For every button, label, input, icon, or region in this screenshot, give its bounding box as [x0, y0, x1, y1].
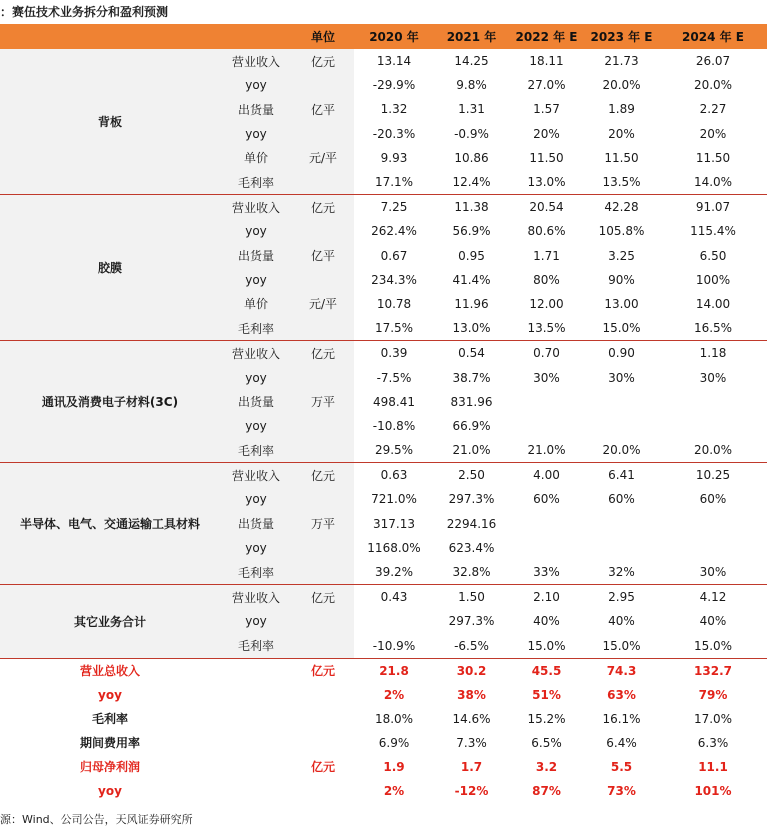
value-cell [509, 512, 584, 536]
value-cell: 2.10 [509, 585, 584, 610]
unit-cell: 元/平 [292, 146, 354, 170]
value-cell: 21.8 [354, 658, 434, 683]
value-cell [584, 414, 659, 438]
value-cell: 33% [533, 565, 560, 580]
value-cell: 6.50 [699, 248, 727, 263]
unit-cell [292, 365, 354, 389]
value-cell: 297.3% [448, 492, 495, 507]
unit-cell [292, 487, 354, 511]
spacer-cell [220, 731, 292, 755]
unit-cell [292, 316, 354, 341]
value-cell: 498.41 [373, 394, 415, 409]
value-cell: 30% [533, 370, 560, 385]
metric-label: yoy [220, 609, 292, 633]
total-label: 营业总收入 [0, 658, 220, 683]
value-cell [659, 512, 767, 536]
value-cell: 10.78 [376, 296, 412, 311]
value-cell [584, 512, 659, 536]
value-cell: 2.50 [434, 463, 509, 488]
unit-cell [292, 414, 354, 438]
unit-cell [292, 779, 354, 803]
total-label: 归母净利润 [79, 760, 140, 775]
value-cell: 13.5% [527, 321, 566, 336]
value-cell: 11.1 [698, 759, 728, 774]
value-cell: 42.28 [584, 195, 659, 220]
value-cell: 831.96 [450, 394, 493, 409]
value-cell: 100% [695, 272, 731, 287]
value-cell: 1.9 [383, 759, 405, 774]
value-cell: 90% [608, 272, 635, 287]
total-label: 期间费用率 [79, 736, 140, 751]
unit-cell [292, 560, 354, 585]
table-row [0, 341, 767, 366]
value-cell: 11.38 [434, 195, 509, 220]
value-cell: 60% [533, 492, 560, 507]
value-cell: 13.5% [602, 175, 641, 190]
unit-cell: 亿元 [292, 463, 354, 488]
value-cell: 29.5% [374, 443, 414, 458]
value-cell: 0.70 [509, 341, 584, 366]
unit-cell: 亿平 [292, 97, 354, 121]
unit-cell: 亿元 [292, 658, 354, 683]
unit-cell [292, 73, 354, 97]
value-cell: 297.3% [448, 614, 495, 629]
value-cell: 1.32 [380, 102, 408, 117]
table-row [0, 49, 767, 73]
value-cell: 20% [699, 126, 727, 141]
value-cell: 234.3% [371, 272, 417, 287]
header-unit: 单位 [292, 24, 354, 49]
value-cell: 27.0% [527, 78, 566, 93]
value-cell: 20.0% [602, 78, 641, 93]
value-cell: 262.4% [371, 224, 417, 239]
unit-cell [292, 536, 354, 560]
segment-name: 胶膜 [0, 195, 220, 341]
value-cell: 13.14 [376, 54, 412, 69]
total-row [0, 683, 767, 707]
value-cell [509, 536, 584, 560]
unit-cell: 亿元 [292, 585, 354, 610]
value-cell: 32.8% [452, 565, 491, 580]
value-cell: 623.4% [448, 540, 495, 555]
metric-label: 出货量 [220, 390, 292, 414]
value-cell: 1.31 [458, 102, 485, 117]
value-cell: 17.1% [374, 175, 414, 190]
value-cell: 1.71 [533, 248, 560, 263]
segment-name: 背板 [0, 49, 220, 195]
total-label: yoy [98, 783, 122, 798]
value-cell: 11.50 [529, 150, 564, 165]
metric-label: 出货量 [220, 244, 292, 268]
table-row [0, 585, 767, 610]
value-cell: 79% [698, 687, 728, 702]
header-row [0, 24, 767, 49]
spacer-cell [220, 658, 292, 683]
spacer-cell [220, 779, 292, 803]
value-cell: 20.54 [509, 195, 584, 220]
value-cell: 2% [383, 783, 405, 798]
metric-label: 营业收入 [220, 49, 292, 73]
value-cell: 9.8% [456, 78, 487, 93]
unit-cell [292, 609, 354, 633]
total-label: 毛利率 [91, 712, 128, 727]
metric-label: 营业收入 [220, 195, 292, 220]
value-cell: -20.3% [372, 126, 416, 141]
value-cell: -0.9% [454, 126, 489, 141]
value-cell: 14.25 [454, 54, 489, 69]
value-cell: 40% [608, 614, 635, 629]
table-body [0, 49, 767, 803]
table-row [0, 195, 767, 220]
metric-label: 毛利率 [220, 634, 292, 659]
spacer-cell [220, 755, 292, 779]
value-cell: 45.5 [509, 658, 584, 683]
value-cell [659, 536, 767, 560]
value-cell: 51% [532, 687, 561, 702]
value-cell: -12% [454, 783, 489, 798]
value-cell: 1.18 [659, 341, 767, 366]
metric-label: yoy [220, 487, 292, 511]
value-cell: 20% [608, 126, 635, 141]
value-cell: 17.5% [374, 321, 414, 336]
value-cell: 11.50 [695, 150, 731, 165]
table-row [0, 463, 767, 488]
value-cell: -10.9% [372, 638, 416, 653]
metric-label: yoy [220, 219, 292, 243]
value-cell [659, 414, 767, 438]
unit-cell [292, 438, 354, 463]
value-cell: 6.3% [697, 735, 729, 750]
value-cell: 32% [608, 565, 635, 580]
value-cell: 101% [694, 783, 732, 798]
value-cell: 73% [607, 783, 636, 798]
value-cell: 60% [699, 492, 727, 507]
metric-label: 营业收入 [220, 341, 292, 366]
value-cell: 2.27 [699, 102, 727, 117]
unit-cell [292, 634, 354, 659]
segment-name: 半导体、电气、交通运输工具材料 [0, 463, 220, 585]
value-cell [509, 414, 584, 438]
value-cell [659, 390, 767, 414]
value-cell: 0.95 [458, 248, 485, 263]
unit-cell: 万平 [292, 512, 354, 536]
value-cell: 80% [533, 272, 560, 287]
value-cell: 16.1% [602, 711, 641, 726]
value-cell: 317.13 [373, 516, 415, 531]
value-cell: 6.41 [584, 463, 659, 488]
value-cell: 12.00 [529, 296, 564, 311]
value-cell: 15.0% [602, 321, 641, 336]
value-cell: 0.63 [354, 463, 434, 488]
unit-cell [292, 731, 354, 755]
metric-label: 单价 [220, 292, 292, 316]
unit-cell [292, 707, 354, 731]
value-cell: 15.2% [527, 711, 566, 726]
total-label: yoy [98, 687, 122, 702]
spacer-cell [220, 707, 292, 731]
value-cell: 40% [699, 614, 727, 629]
metric-label: yoy [220, 365, 292, 389]
value-cell: 15.0% [602, 638, 641, 653]
value-cell: 6.4% [606, 735, 637, 750]
value-cell: 15.0% [527, 638, 566, 653]
value-cell: 105.8% [598, 224, 645, 239]
value-cell: 6.9% [378, 735, 410, 750]
value-cell: -7.5% [376, 370, 412, 385]
value-cell: 16.5% [693, 321, 733, 336]
total-row [0, 731, 767, 755]
metric-label: yoy [220, 268, 292, 292]
total-row [0, 658, 767, 683]
value-cell: 38% [457, 687, 486, 702]
value-cell: 2.95 [584, 585, 659, 610]
value-cell: 2294.16 [446, 516, 497, 531]
metric-label: 毛利率 [220, 560, 292, 585]
unit-cell: 万平 [292, 390, 354, 414]
metric-label: 出货量 [220, 97, 292, 121]
header-year: 2020 年 [354, 24, 434, 49]
value-cell: 18.11 [529, 54, 564, 69]
value-cell: 80.6% [527, 224, 566, 239]
total-row [0, 707, 767, 731]
value-cell [354, 609, 434, 633]
value-cell: 21.0% [527, 443, 566, 458]
metric-label: 单价 [220, 146, 292, 170]
header-year: 2021 年 [434, 24, 509, 49]
unit-cell [292, 219, 354, 243]
value-cell: 17.0% [693, 711, 733, 726]
value-cell: 1168.0% [367, 540, 421, 555]
value-cell: 10.25 [659, 463, 767, 488]
unit-cell: 亿元 [292, 49, 354, 73]
value-cell: 26.07 [695, 54, 731, 69]
unit-cell: 元/平 [292, 292, 354, 316]
value-cell: 6.5% [531, 735, 562, 750]
header-metric [220, 24, 292, 49]
value-cell: -29.9% [372, 78, 416, 93]
metric-label: yoy [220, 122, 292, 146]
unit-cell [292, 170, 354, 195]
value-cell: 13.00 [604, 296, 639, 311]
value-cell: 41.4% [452, 272, 491, 287]
value-cell: 3.25 [608, 248, 635, 263]
value-cell [509, 390, 584, 414]
value-cell [584, 536, 659, 560]
value-cell: 4.00 [509, 463, 584, 488]
value-cell: 18.0% [374, 711, 414, 726]
value-cell: 0.39 [354, 341, 434, 366]
value-cell: 0.67 [380, 248, 408, 263]
segment-name: 其它业务合计 [0, 585, 220, 659]
value-cell: -6.5% [454, 638, 489, 653]
value-cell: 39.2% [374, 565, 414, 580]
value-cell: 12.4% [452, 175, 491, 190]
value-cell: 87% [532, 783, 561, 798]
forecast-table [0, 24, 767, 803]
value-cell: 60% [608, 492, 635, 507]
value-cell: 0.54 [434, 341, 509, 366]
value-cell: 721.0% [371, 492, 417, 507]
value-cell: 13.0% [452, 321, 491, 336]
value-cell: 7.25 [354, 195, 434, 220]
unit-cell: 亿元 [310, 760, 335, 775]
value-cell: 0.90 [584, 341, 659, 366]
value-cell: 14.6% [452, 711, 491, 726]
unit-cell: 亿元 [292, 341, 354, 366]
spacer-cell [220, 683, 292, 707]
value-cell: 7.3% [456, 735, 487, 750]
metric-label: yoy [220, 73, 292, 97]
value-cell: 1.50 [434, 585, 509, 610]
value-cell: -10.8% [372, 418, 416, 433]
value-cell: 63% [607, 687, 636, 702]
metric-label: 出货量 [220, 512, 292, 536]
header-year: 2024 年 E [659, 24, 767, 49]
value-cell: 30% [699, 370, 727, 385]
value-cell: 132.7 [659, 658, 767, 683]
total-row [0, 779, 767, 803]
metric-label: 毛利率 [220, 316, 292, 341]
value-cell: 5.5 [610, 759, 633, 774]
unit-cell [292, 683, 354, 707]
value-cell: 21.73 [604, 54, 639, 69]
value-cell: 21.0% [452, 443, 491, 458]
value-cell: 115.4% [690, 224, 736, 239]
value-cell: 40% [533, 614, 560, 629]
value-cell: 4.12 [659, 585, 767, 610]
value-cell: 91.07 [659, 195, 767, 220]
value-cell: 3.2 [535, 759, 558, 774]
value-cell: 11.96 [454, 296, 489, 311]
metric-label: 营业收入 [220, 463, 292, 488]
value-cell: 56.9% [452, 224, 491, 239]
value-cell: 2% [383, 687, 405, 702]
value-cell: 20.0% [693, 78, 733, 93]
value-cell: 1.89 [608, 102, 635, 117]
total-row [0, 755, 767, 779]
value-cell: 1.7 [460, 759, 483, 774]
unit-cell [292, 268, 354, 292]
unit-cell [292, 122, 354, 146]
table-caption: ：赛伍技术业务拆分和盈利预测 [0, 5, 169, 19]
unit-cell: 亿元 [292, 195, 354, 220]
header-year: 2022 年 E [509, 24, 584, 49]
value-cell: 1.57 [533, 102, 560, 117]
value-cell: 20% [533, 126, 560, 141]
value-cell: 74.3 [584, 658, 659, 683]
value-cell: 20.0% [693, 443, 733, 458]
segment-name: 通讯及消费电子材料(3C) [0, 341, 220, 463]
value-cell [584, 390, 659, 414]
value-cell: 10.86 [454, 150, 489, 165]
header-segment [0, 24, 220, 49]
value-cell: 15.0% [693, 638, 733, 653]
value-cell: 11.50 [604, 150, 639, 165]
value-cell: 66.9% [452, 418, 491, 433]
value-cell: 9.93 [380, 150, 408, 165]
metric-label: 毛利率 [220, 170, 292, 195]
value-cell: 13.0% [527, 175, 566, 190]
source-note: 源：Wind、公司公告，天风证券研究所 [0, 813, 193, 826]
value-cell: 14.0% [693, 175, 733, 190]
value-cell: 14.00 [695, 296, 731, 311]
metric-label: yoy [220, 536, 292, 560]
unit-cell: 亿平 [292, 244, 354, 268]
value-cell: 30% [699, 565, 727, 580]
value-cell: 20.0% [602, 443, 641, 458]
value-cell: 0.43 [354, 585, 434, 610]
header-year: 2023 年 E [584, 24, 659, 49]
metric-label: 毛利率 [220, 438, 292, 463]
value-cell: 38.7% [452, 370, 491, 385]
value-cell: 30.2 [434, 658, 509, 683]
metric-label: 营业收入 [220, 585, 292, 610]
value-cell: 30% [608, 370, 635, 385]
metric-label: yoy [220, 414, 292, 438]
